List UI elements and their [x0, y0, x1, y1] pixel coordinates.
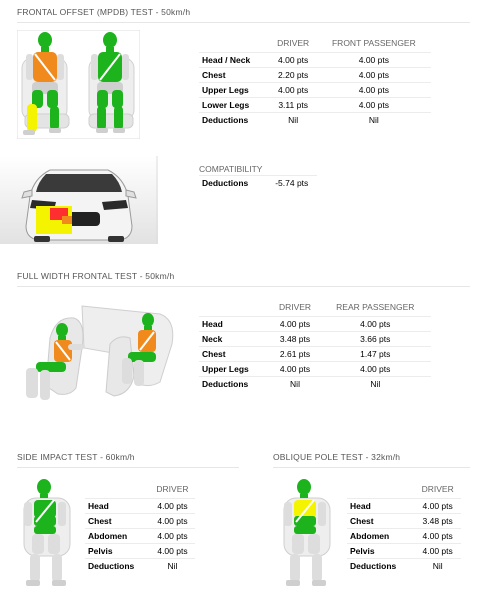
table-row: [199, 176, 317, 191]
row-label: Chest: [199, 68, 270, 83]
row-label: Deductions: [199, 113, 270, 128]
driver-score: 4.00 pts: [150, 514, 195, 529]
driver-score: 3.48 pts: [270, 332, 319, 347]
passenger-score: 4.00 pts: [317, 83, 431, 98]
row-label: Head / Neck: [199, 53, 270, 68]
full-width-table: [199, 302, 431, 391]
row-label: Head: [85, 499, 150, 514]
row-label: Abdomen: [85, 529, 150, 544]
table-row: [199, 362, 431, 377]
rear-passenger-score: 1.47 pts: [320, 347, 431, 362]
rear-passenger-score: 4.00 pts: [320, 362, 431, 377]
row-label: Deductions: [347, 559, 414, 574]
compatibility-table: [199, 175, 317, 190]
driver-score: 4.00 pts: [414, 529, 461, 544]
row-label: Chest: [347, 514, 414, 529]
compatibility-title: COMPATIBILITY: [199, 164, 263, 174]
driver-score: 4.00 pts: [150, 499, 195, 514]
table-row: [347, 529, 461, 544]
table-row: [347, 559, 461, 574]
driver-score: 4.00 pts: [270, 317, 319, 332]
row-label: Neck: [199, 332, 270, 347]
table-row: [347, 514, 461, 529]
table-row: [199, 332, 431, 347]
mpdb-header-driver: DRIVER: [277, 38, 310, 48]
driver-score: 4.00 pts: [270, 53, 317, 68]
row-label: Abdomen: [347, 529, 414, 544]
full-width-title: FULL WIDTH FRONTAL TEST - 50km/h: [17, 271, 175, 281]
rear-passenger-score: 4.00 pts: [320, 317, 431, 332]
mpdb-title: FRONTAL OFFSET (MPDB) TEST - 50km/h: [17, 7, 191, 17]
driver-score: Nil: [270, 113, 317, 128]
row-label: Pelvis: [85, 544, 150, 559]
table-row: [347, 499, 461, 514]
row-label: Head: [199, 317, 270, 332]
driver-score: 4.00 pts: [270, 362, 319, 377]
table-row: [85, 559, 195, 574]
side-impact-dummy-image: [18, 478, 78, 590]
side-impact-table: [85, 484, 195, 573]
passenger-score: 4.00 pts: [317, 98, 431, 113]
driver-score: Nil: [414, 559, 461, 574]
table-row: [199, 53, 431, 68]
table-row: [199, 83, 431, 98]
full-width-dummies-image: [10, 296, 180, 416]
table-row: [85, 529, 195, 544]
mpdb-divider: [17, 22, 470, 23]
rear-passenger-score: 3.66 pts: [320, 332, 431, 347]
full-width-header-driver: DRIVER: [278, 302, 312, 312]
driver-score: 2.20 pts: [270, 68, 317, 83]
oblique-pole-table: [347, 484, 461, 573]
table-row: [85, 499, 195, 514]
side-impact-divider: [17, 467, 239, 468]
oblique-pole-header-driver: DRIVER: [421, 484, 454, 494]
oblique-pole-dummy-image: [278, 478, 338, 590]
row-label: Deductions: [85, 559, 150, 574]
passenger-score: Nil: [317, 113, 431, 128]
table-row: [199, 377, 431, 392]
row-label: Deductions: [199, 377, 270, 392]
table-row: [347, 544, 461, 559]
compatibility-car-image: [0, 156, 158, 244]
side-impact-header-driver: DRIVER: [156, 484, 189, 494]
table-row: [199, 68, 431, 83]
rear-passenger-score: Nil: [320, 377, 431, 392]
row-label: Head: [347, 499, 414, 514]
driver-score: 4.00 pts: [414, 499, 461, 514]
row-label: Upper Legs: [199, 83, 270, 98]
mpdb-table: [199, 38, 431, 127]
driver-score: 3.48 pts: [414, 514, 461, 529]
row-label: Deductions: [199, 176, 267, 191]
table-row: [199, 317, 431, 332]
driver-score: 4.00 pts: [150, 544, 195, 559]
oblique-pole-title: OBLIQUE POLE TEST - 32km/h: [273, 452, 401, 462]
row-label: Chest: [199, 347, 270, 362]
driver-score: 4.00 pts: [150, 529, 195, 544]
mpdb-dummies-image: [17, 30, 140, 139]
passenger-score: 4.00 pts: [317, 68, 431, 83]
table-row: [199, 98, 431, 113]
table-row: [85, 514, 195, 529]
table-row: [85, 544, 195, 559]
full-width-divider: [17, 286, 470, 287]
table-row: [199, 347, 431, 362]
row-label: Pelvis: [347, 544, 414, 559]
full-width-header-rear: REAR PASSENGER: [336, 302, 415, 312]
passenger-score: 4.00 pts: [317, 53, 431, 68]
driver-score: 4.00 pts: [270, 83, 317, 98]
mpdb-header-passenger: FRONT PASSENGER: [331, 38, 416, 48]
oblique-pole-divider: [273, 467, 470, 468]
driver-score: 3.11 pts: [270, 98, 317, 113]
row-label: Chest: [85, 514, 150, 529]
side-impact-title: SIDE IMPACT TEST - 60km/h: [17, 452, 135, 462]
driver-score: 2.61 pts: [270, 347, 319, 362]
driver-score: -5.74 pts: [267, 176, 317, 191]
driver-score: Nil: [270, 377, 319, 392]
table-row: [199, 113, 431, 128]
driver-score: 4.00 pts: [414, 544, 461, 559]
row-label: Lower Legs: [199, 98, 270, 113]
driver-score: Nil: [150, 559, 195, 574]
row-label: Upper Legs: [199, 362, 270, 377]
